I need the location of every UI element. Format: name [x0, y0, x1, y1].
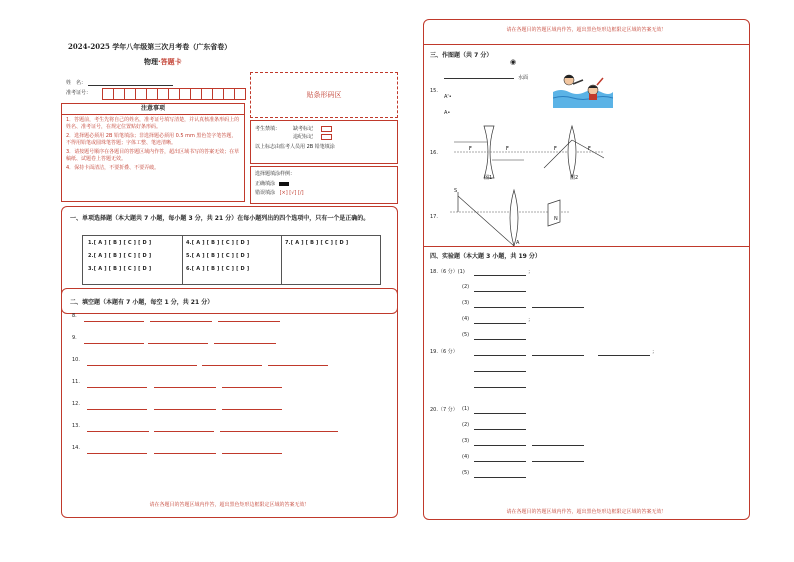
sub-label: (4): [462, 316, 470, 322]
question-11-label: 11.: [72, 379, 80, 385]
question-16-label: 16.: [430, 150, 438, 156]
name-label: 姓 名：: [66, 80, 87, 86]
right-answer-sheet: [423, 19, 750, 520]
subject-title: [144, 57, 182, 67]
exam-status-label: 考生禁填：: [255, 126, 281, 132]
notice-item: 3．请按题号顺序在各题目的答题区域内作答，超出区域书写的答案无效；在草稿纸、试题卷上答题无效。: [66, 149, 240, 162]
right-inner-frame: [424, 44, 749, 505]
water-label: 水面: [518, 75, 529, 81]
barcode-area: [250, 72, 398, 118]
section4-title: 四、实验题（本大题 3 小题，共 19 分）: [430, 253, 541, 260]
question-15-label: 15.: [430, 88, 438, 94]
answer-line[interactable]: [87, 431, 149, 432]
question-19-label: 19.（6 分）: [430, 349, 458, 355]
answer-line[interactable]: [474, 275, 526, 276]
sub-label: (4): [462, 454, 470, 460]
choice-row[interactable]: 1.[ A ] [ B ] [ C ] [ D ]: [88, 240, 152, 246]
absent-checkbox[interactable]: [321, 126, 332, 132]
point-n-label: N: [554, 216, 558, 222]
focus-label: F: [588, 146, 591, 152]
correct-fill-label: 正确填涂: [255, 181, 276, 187]
semicolon: ；: [652, 349, 658, 355]
focus-label: F: [554, 146, 557, 152]
section4-divider: [424, 246, 749, 247]
section2-title: 二、填空题（本题有 7 小题，每空 1 分，共 21 分）: [70, 299, 214, 306]
notice-list: [62, 115, 244, 174]
notice-box: [61, 103, 245, 202]
answer-line[interactable]: [218, 321, 280, 322]
left-answer-sheet: [58, 40, 402, 518]
question-12-label: 12.: [72, 401, 80, 407]
id-row: [66, 89, 91, 96]
notice-item: 4．保持卡面清洁，不要折叠、不要弄破。: [66, 165, 160, 171]
point-a-prime-label: A': [444, 94, 449, 100]
lens-diagrams: [454, 120, 604, 180]
name-field[interactable]: [88, 78, 173, 86]
answer-line[interactable]: [474, 371, 526, 372]
answer-line[interactable]: [474, 355, 526, 356]
answer-line[interactable]: [220, 431, 338, 432]
answer-line[interactable]: [148, 343, 208, 344]
answer-line[interactable]: [84, 321, 144, 322]
source-s-label: S: [454, 188, 458, 194]
name-row: [66, 78, 173, 86]
question-10-label: 10.: [72, 357, 80, 363]
question-14-label: 14.: [72, 445, 80, 451]
semicolon: ；: [528, 317, 534, 323]
answer-line[interactable]: [222, 387, 282, 388]
sub-label: (3): [462, 438, 470, 444]
choice-row[interactable]: 2.[ A ] [ B ] [ C ] [ D ]: [88, 253, 152, 259]
answer-line[interactable]: [268, 365, 328, 366]
answer-line[interactable]: [87, 409, 147, 410]
answer-line[interactable]: [474, 387, 526, 388]
exam-title: 2024-2025 学年八年级第三次月考卷（广东省卷）: [68, 42, 232, 51]
sub-label: (5): [462, 332, 470, 338]
section2-box: [61, 288, 398, 518]
point-a-label: A: [444, 110, 448, 116]
section3-title: 三、作图题（共 7 分）: [430, 52, 493, 59]
point-a-prime: A'•: [444, 94, 452, 100]
correct-fill-row: [255, 180, 289, 187]
answer-line[interactable]: [474, 323, 526, 324]
answer-line[interactable]: [474, 307, 526, 308]
fill-example-box: [250, 166, 398, 204]
notice-title: 注意事项: [62, 104, 244, 115]
violation-label: 违纪标记: [293, 134, 314, 140]
left-footer-notice: 请在各题目的答题区域内作答，超出黑色矩形边框限定区域的答案无效！: [149, 502, 310, 508]
answer-line[interactable]: [532, 445, 584, 446]
answer-line[interactable]: [214, 343, 276, 344]
answer-line[interactable]: [87, 453, 147, 454]
answer-line[interactable]: [84, 343, 144, 344]
answer-line[interactable]: [154, 387, 216, 388]
dot-separator: ·: [158, 58, 161, 66]
answer-line[interactable]: [598, 355, 650, 356]
notice-item: 2．选择题必须用 2B 铅笔填涂；非选择题必须用 0.5 mm 黑色签字笔答题，不得用铅笔或圆珠笔答题；字体工整、笔迹清晰。: [66, 133, 237, 146]
correct-fill-mark: [279, 182, 289, 186]
water-surface-line: [444, 78, 514, 79]
section1-title: 一、单项选择题（本大题共 7 小题，每小题 3 分，共 21 分）在每小题列出的四个选项中，只有一个是正确的。: [70, 215, 370, 222]
wrong-fill-marks: [×] [√] [/]: [279, 190, 304, 196]
swimmer-illustration: [553, 70, 613, 108]
wrong-fill-row: [255, 189, 304, 196]
choice-divider: [281, 236, 282, 284]
answer-line[interactable]: [474, 445, 526, 446]
answer-line[interactable]: [87, 365, 197, 366]
absent-mark-row: [293, 125, 332, 132]
point-a: A•: [444, 110, 451, 116]
answer-line[interactable]: [154, 453, 216, 454]
choice-divider: [182, 236, 183, 284]
figure-1-label: 图1: [484, 175, 493, 181]
answer-line[interactable]: [532, 355, 584, 356]
right-footer-notice: 请在各题目的答题区域内作答，超出黑色矩形边框限定区域的答案无效！: [506, 509, 667, 515]
right-header-notice: 请在各题目的答题区域内作答，超出黑色矩形边框限定区域的答案无效！: [506, 27, 667, 33]
exam-status-box: [250, 120, 398, 164]
focus-label: F: [469, 146, 472, 152]
sub-label: (1): [462, 406, 470, 412]
violation-checkbox[interactable]: [321, 134, 332, 140]
question-9-label: 9.: [72, 335, 77, 341]
wrong-fill-label: 错误填涂: [255, 190, 276, 196]
answer-line[interactable]: [532, 307, 584, 308]
subject-label: 物理: [144, 58, 158, 66]
answer-line[interactable]: [222, 409, 282, 410]
sub-label: (2): [462, 422, 470, 428]
choice-grid: [82, 235, 381, 285]
answer-line[interactable]: [150, 321, 212, 322]
answer-line[interactable]: [474, 461, 526, 462]
answer-line[interactable]: [154, 431, 214, 432]
eye-icon: ◉: [510, 58, 517, 66]
answer-line[interactable]: [474, 477, 526, 478]
absent-label: 缺考标记: [293, 126, 314, 132]
answer-line[interactable]: [87, 387, 147, 388]
answer-line[interactable]: [474, 429, 526, 430]
choice-row[interactable]: 7.[ A ] [ B ] [ C ] [ D ]: [285, 240, 349, 246]
focus-label: F: [506, 146, 509, 152]
id-label: 准考证号：: [66, 90, 92, 96]
sub-label: (2): [462, 284, 470, 290]
answer-line[interactable]: [532, 461, 584, 462]
convex-lens-diagram: [450, 188, 570, 248]
fill-example-title: 选择题填涂样例：: [255, 171, 296, 177]
semicolon: ；: [528, 269, 534, 275]
violation-mark-row: [293, 133, 332, 140]
answer-line[interactable]: [474, 291, 526, 292]
answer-line[interactable]: [222, 453, 282, 454]
sub-label: (3): [462, 300, 470, 306]
answer-line[interactable]: [474, 339, 526, 340]
exam-status-note: 以上标志由监考人员用 2B 铅笔填涂: [255, 144, 335, 150]
choice-row[interactable]: 4.[ A ] [ B ] [ C ] [ D ]: [186, 240, 250, 246]
point-a-lower-label: A: [516, 240, 520, 246]
question-20-label: 20.（7 分）: [430, 407, 458, 413]
figure-2-label: 图2: [570, 175, 579, 181]
sub-label: (5): [462, 470, 470, 476]
barcode-label: 贴条形码区: [306, 91, 342, 99]
choice-row[interactable]: 5.[ A ] [ B ] [ C ] [ D ]: [186, 253, 250, 259]
id-boxes[interactable]: [102, 88, 246, 100]
choice-row[interactable]: 3.[ A ] [ B ] [ C ] [ D ]: [88, 266, 152, 272]
choice-row[interactable]: 6.[ A ] [ B ] [ C ] [ D ]: [186, 266, 250, 272]
answer-card-label: 答题卡: [160, 58, 182, 66]
notice-item: 1．答题前，考生先将自己的姓名，准考证号填写清楚，并认真核准条形码上的姓名、准考证号，在规定位置贴好条形码。: [66, 117, 240, 130]
question-8-label: 8.: [72, 313, 77, 319]
answer-line[interactable]: [474, 413, 526, 414]
answer-line[interactable]: [202, 365, 262, 366]
question-18-label: 18.（6 分）(1): [430, 269, 465, 275]
question-17-label: 17.: [430, 214, 438, 220]
question-13-label: 13.: [72, 423, 80, 429]
answer-line[interactable]: [154, 409, 216, 410]
